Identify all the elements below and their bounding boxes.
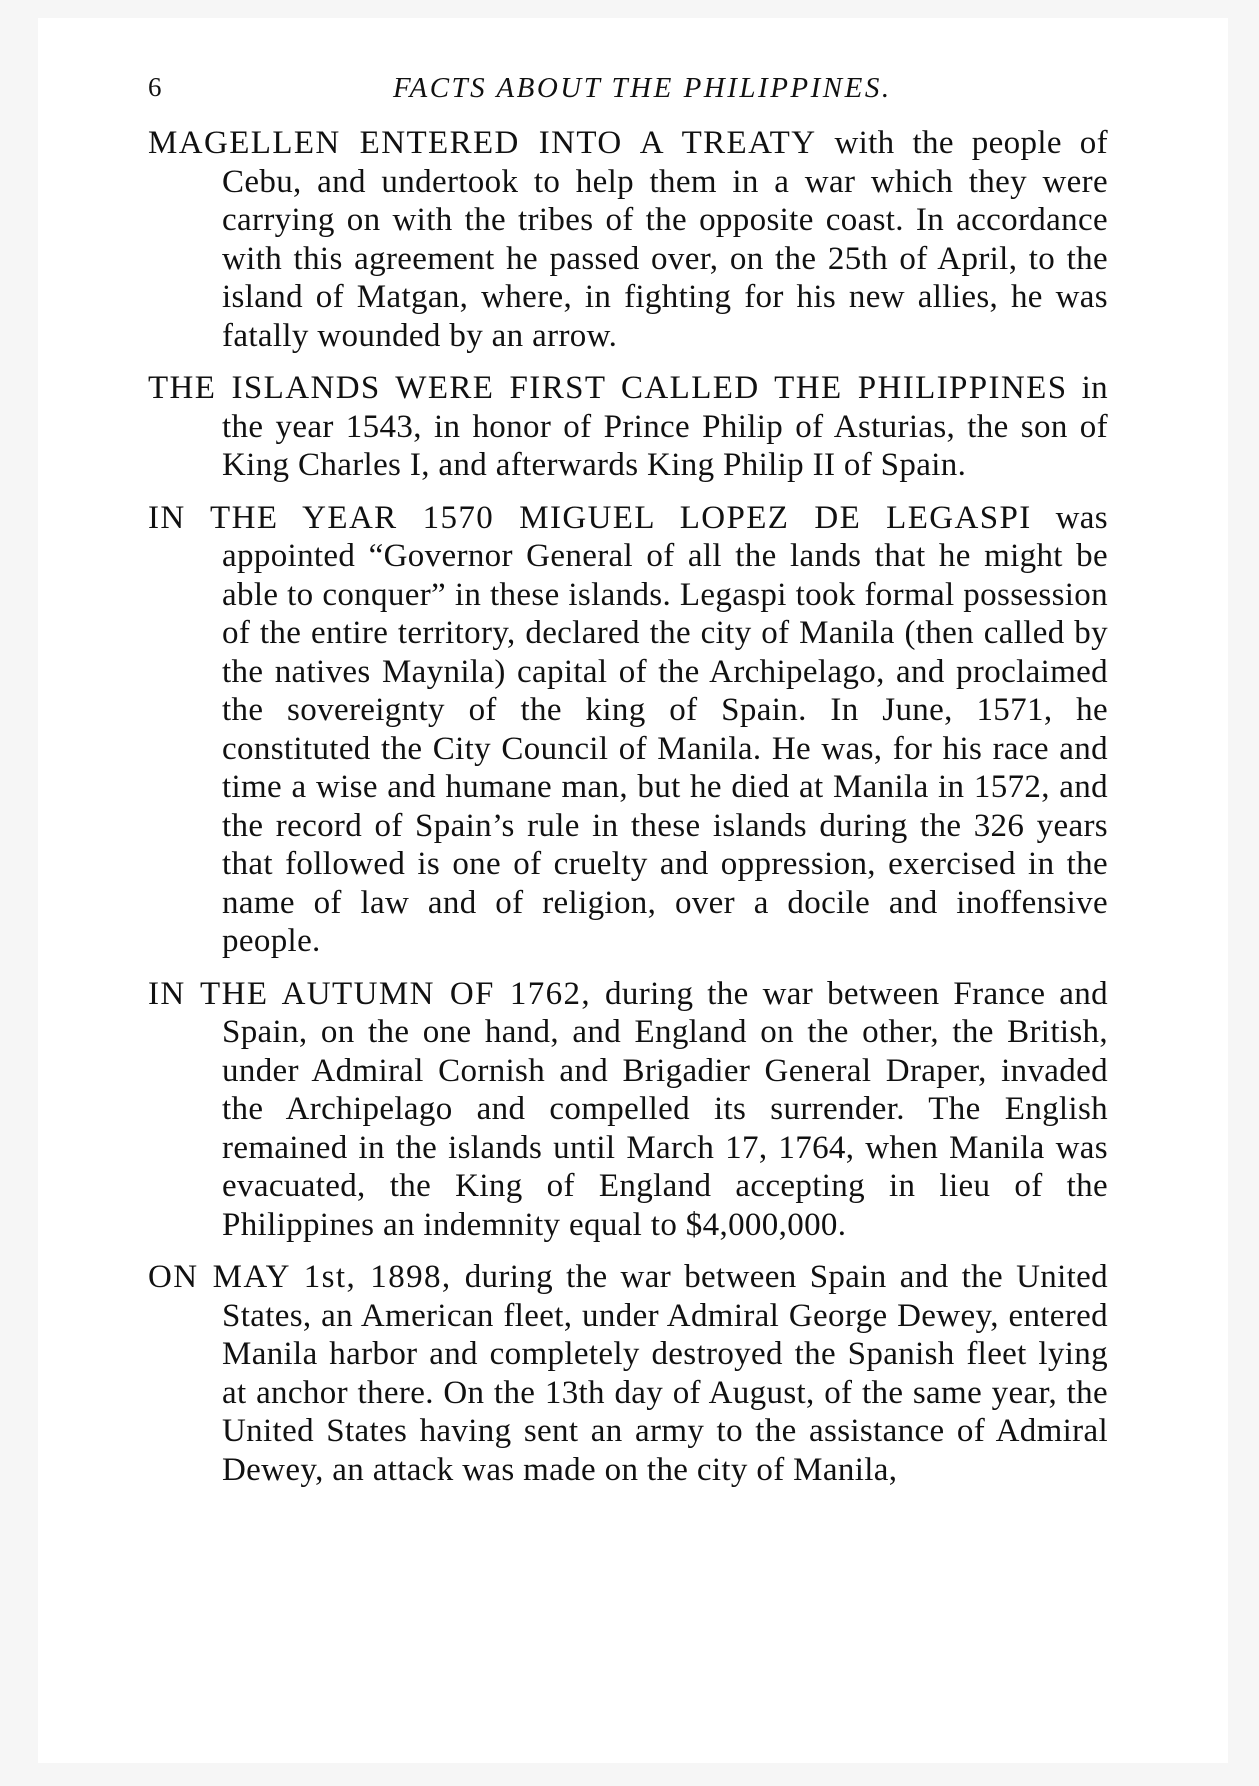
paragraph-lead: IN THE AUTUMN OF 1762, bbox=[148, 975, 592, 1012]
page-number: 6 bbox=[148, 72, 162, 102]
paragraph-body: during the war between Spain and the United States, an American fleet, under Admiral George Dewey, entered Manila harbor and completely destroyed the Spanish fleet lying at anchor there. On the 13th day of August, of the same year, the United States having sent an army to the assistance of Admiral Dewey, an attack was made on the city of Manila, bbox=[222, 1259, 1108, 1488]
paragraph-body: was appointed “Governor General of all the lands that he might be able to conquer” in these islands. Legaspi took formal possession of the entire territory, declared the city of Manila (then called by the natives Maynila) capital of the Archipelago, and proclaimed the sovereignty of the king of Spain. In June, 1571, he constituted the City Council of Manila. He was, for his race and time a wise and humane man, but he died at Manila in 1572, and the record of Spain’s rule in these islands during the 326 years that followed is one of cruelty and oppression, exercised in the name of law and of religion, over a docile and inoffensive people. bbox=[222, 499, 1108, 959]
paragraph-lead: THE ISLANDS WERE FIRST CALLED THE PHILIPPINES bbox=[148, 370, 1068, 406]
paragraph-body: in the year 1543, in honor of Prince Philip of Asturias, the son of King Charles I, and afterwards King Philip II of Spain. bbox=[222, 370, 1108, 483]
paragraph-may-1898 bbox=[148, 1258, 1108, 1489]
page-body bbox=[148, 124, 1108, 1503]
paragraph-lead: MAGELLEN ENTERED INTO A TREATY bbox=[148, 125, 817, 161]
paragraph-lead: IN THE YEAR 1570 MIGUEL LOPEZ DE LEGASPI bbox=[148, 499, 1032, 536]
paragraph-islands-named bbox=[148, 369, 1108, 485]
running-title: FACTS ABOUT THE PHILIPPINES. bbox=[393, 72, 892, 104]
paragraph-body: with the people of Cebu, and undertook to help them in a war which they were carrying on with the tribes of the opposite coast. In accordance with this agreement he passed over, on the 25th of April, to the island of Matgan, where, in fighting for his new allies, he was fatally wounded by an arrow. bbox=[222, 125, 1108, 354]
paragraph-legaspi bbox=[148, 499, 1108, 961]
paragraph-autumn-1762 bbox=[148, 975, 1108, 1245]
running-head bbox=[148, 60, 1148, 106]
book-page bbox=[38, 18, 1228, 1763]
paragraph-magellan-treaty bbox=[148, 124, 1108, 355]
paragraph-lead: ON MAY 1st, 1898, bbox=[148, 1259, 452, 1295]
paragraph-body: during the war between France and Spain, on the one hand, and England on the other, the British, under Admiral Cornish and Brigadier General Draper, invaded the Archipelago and compelled its surrender. The English remained in the islands until March 17, 1764, when Manila was evacuated, the King of England accepting in lieu of the Philippines an indemnity equal to $4,000,000. bbox=[222, 975, 1108, 1243]
